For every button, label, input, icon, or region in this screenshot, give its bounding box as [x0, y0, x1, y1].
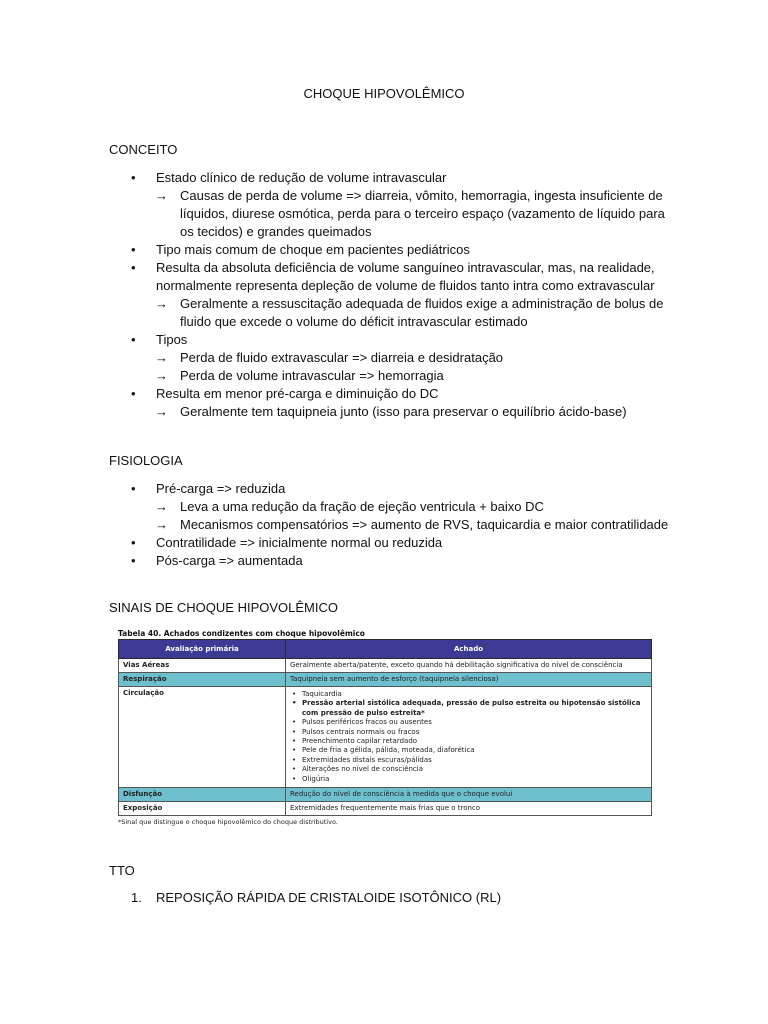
bullet-icon: •	[131, 170, 136, 185]
list-item: • Tipos	[131, 332, 188, 347]
list-item: • Pós-carga => aumentada	[131, 553, 303, 568]
table-cell-label: Respiração	[119, 673, 286, 687]
table-row	[119, 802, 652, 816]
list-item: • Alterações no nível de consciência	[290, 765, 647, 774]
table-footnote: *Sinal que distingue o choque hipovolêmico do choque distributivo.	[118, 818, 338, 827]
arrow-right-icon: →	[155, 499, 168, 514]
section-heading-tto: TTO	[109, 863, 135, 878]
bullet-icon: •	[131, 553, 136, 568]
conceito-list	[109, 169, 669, 421]
bullet-icon: •	[131, 332, 136, 347]
findings-table-figure	[118, 628, 652, 827]
list-item: • Taquicardia	[290, 690, 647, 699]
document-title: CHOQUE HIPOVOLÊMICO	[303, 86, 465, 101]
sub-list-item: → Geralmente a ressuscitação adequada de fluidos exige a administração de bolus de fluido que excede o volume do déficit intravascular estimado	[155, 296, 664, 329]
arrow-right-icon: →	[155, 404, 168, 419]
sub-list-item: → Causas de perda de volume => diarreia, vômito, hemorragia, ingesta insuficiente de líquidos, diurese osmótica, perda para o terceiro espaço (vazamento de líquido para os tecidos) e grandes queimados	[155, 188, 665, 239]
table-cell: Redução do nível de consciência à medida que o choque evolui	[286, 788, 652, 802]
circulation-findings-list	[290, 690, 647, 784]
sub-list-item: → Perda de fluido extravascular => diarreia e desidratação	[155, 350, 504, 365]
table-cell-label: Exposição	[119, 802, 286, 816]
table-row	[119, 673, 652, 687]
list-item: • Pressão arterial sistólica adequada, pressão de pulso estreita ou hipotensão sistólica com pressão de pulso estreita*	[290, 699, 647, 718]
table-row	[119, 788, 652, 802]
table-caption: Tabela 40. Achados condizentes com choque hipovolêmico	[118, 629, 365, 638]
bullet-icon: •	[131, 481, 136, 496]
list-item: • Contratilidade => inicialmente normal ou reduzida	[131, 535, 443, 550]
list-item: • Oligúria	[290, 775, 647, 784]
table-header: Avaliação primária	[119, 640, 286, 659]
list-item: • Tipo mais comum de choque em pacientes pediátricos	[131, 242, 470, 257]
table-cell-label: Disfunção	[119, 788, 286, 802]
fisiologia-list	[109, 480, 669, 570]
arrow-right-icon: →	[155, 350, 168, 365]
table-cell: Extremidades frequentemente mais frias que o tronco	[286, 802, 652, 816]
list-item: • Resulta em menor pré-carga e diminuição do DC	[131, 386, 439, 401]
table-row	[119, 687, 652, 788]
tto-list	[109, 889, 669, 907]
list-item: • Pré-carga => reduzida	[131, 481, 286, 496]
arrow-right-icon: →	[155, 517, 168, 532]
list-item: • Estado clínico de redução de volume intravascular	[131, 170, 447, 185]
table-cell: Geralmente aberta/patente, exceto quando há debilitação significativa do nível de consciência	[286, 659, 652, 673]
list-item: • Extremidades distais escuras/pálidas	[290, 756, 647, 765]
list-item: • Resulta da absoluta deficiência de volume sanguíneo intravascular, mas, na realidade, normalmente representa depleção de volume de fluidos tanto intra como extravascular	[131, 260, 655, 293]
bullet-icon: •	[131, 260, 136, 275]
arrow-right-icon: →	[155, 296, 168, 311]
bullet-icon: •	[131, 535, 136, 550]
bullet-icon: •	[131, 242, 136, 257]
section-heading-conceito: CONCEITO	[109, 142, 178, 157]
sub-list-item: → Mecanismos compensatórios => aumento de RVS, taquicardia e maior contratilidade	[155, 517, 669, 532]
section-heading-fisiologia: FISIOLOGIA	[109, 453, 183, 468]
table-cell	[286, 687, 652, 788]
list-item: • Pele de fria a gélida, pálida, moteada, diaforética	[290, 746, 647, 755]
table-header: Achado	[286, 640, 652, 659]
list-item: • Pulsos centrais normais ou fracos	[290, 728, 647, 737]
table-cell-label: Vias Aéreas	[119, 659, 286, 673]
list-item: • Preenchimento capilar retardado	[290, 737, 647, 746]
arrow-right-icon: →	[155, 368, 168, 383]
list-item: 1. REPOSIÇÃO RÁPIDA DE CRISTALOIDE ISOTÔNICO (RL)	[131, 890, 502, 905]
table-row	[119, 659, 652, 673]
arrow-right-icon: →	[155, 188, 168, 203]
sub-list-item: → Perda de volume intravascular => hemorragia	[155, 368, 444, 383]
sub-list-item: → Leva a uma redução da fração de ejeção ventricula + baixo DC	[155, 499, 544, 514]
sub-list-item: → Geralmente tem taquipneia junto (isso para preservar o equilíbrio ácido-base)	[155, 404, 627, 419]
bullet-icon: •	[131, 386, 136, 401]
list-item: • Pulsos periféricos fracos ou ausentes	[290, 718, 647, 727]
table-cell-label: Circulação	[119, 687, 286, 788]
table-cell: Taquipneia sem aumento de esforço (taquipneia silenciosa)	[286, 673, 652, 687]
section-heading-sinais: SINAIS DE CHOQUE HIPOVOLÊMICO	[109, 600, 338, 615]
table-header-row	[119, 640, 652, 659]
findings-table	[118, 639, 652, 816]
list-number: 1.	[131, 890, 142, 905]
